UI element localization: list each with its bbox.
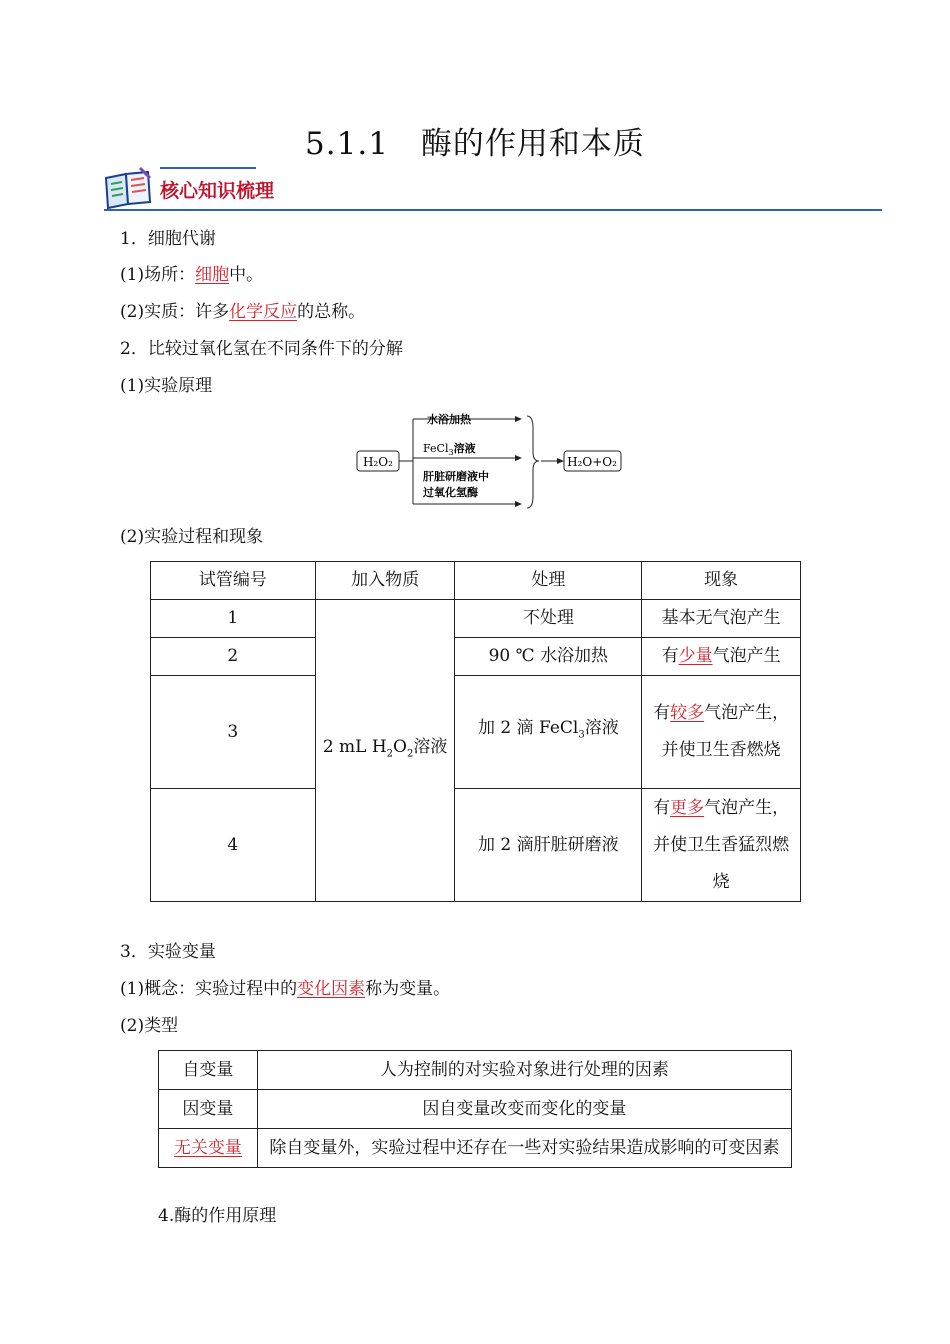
reaction-diagram (355, 408, 625, 512)
answer-small-amount: 少量 (678, 646, 713, 666)
table-row: 自变量 人为控制的对实验对象进行处理的因素 (159, 1051, 792, 1090)
table-row: 4 加 2 滴肝脏研磨液 有更多气泡产生，并使卫生香猛烈燃烧 (151, 789, 801, 902)
table-header-row (151, 562, 801, 600)
book-icon (100, 166, 156, 210)
answer-irrelevant-variable: 无关变量 (173, 1138, 242, 1158)
table-row: 2 90 ℃ 水浴加热 有少量气泡产生 (151, 638, 801, 676)
product-label: H₂O+O₂ (567, 455, 617, 469)
condition-water-bath: 水浴加热 (427, 413, 471, 426)
answer-cell: 细胞 (195, 265, 230, 285)
condition-liver-line2: 过氧化氢酶 (423, 486, 478, 499)
header-tube-id: 试管编号 (151, 562, 316, 600)
condition-liver-line1: 肝脏研磨液中 (423, 470, 489, 483)
variable-types-table (158, 1050, 792, 1168)
subheading-principle: (1)实验原理 (120, 376, 213, 396)
reactant-label: H₂O₂ (363, 455, 393, 469)
section-rule-top (160, 167, 256, 169)
subheading-process: (2)实验过程和现象 (120, 527, 264, 547)
page-title: 5.1.1 酶的作用和本质 (305, 126, 645, 162)
heading-cell-metabolism: 1．细胞代谢 (120, 229, 216, 249)
header-phenomenon: 现象 (642, 562, 801, 600)
heading-enzyme-principle: 4.酶的作用原理 (158, 1206, 277, 1226)
metabolism-location: (1)场所：细胞中。 (120, 265, 264, 285)
section-title: 核心知识梳理 (160, 180, 275, 202)
variable-concept: (1)概念：实验过程中的变化因素称为变量。 (120, 979, 451, 999)
answer-chemical-reaction: 化学反应 (229, 302, 298, 322)
heading-h2o2-comparison: 2．比较过氧化氢在不同条件下的分解 (120, 339, 403, 359)
metabolism-essence: (2)实质：许多化学反应的总称。 (120, 302, 366, 322)
header-treatment: 处理 (455, 562, 642, 600)
table-row: 3 加 2 滴 FeCl$_3$溶液 有较多气泡产生，并使卫生香燃烧 (151, 676, 801, 789)
subheading-types: (2)类型 (120, 1016, 179, 1036)
section-rule (104, 209, 882, 211)
shared-substance: 2 mL $H_2O_2$溶液 (315, 600, 455, 902)
table-row: 因变量 因自变量改变而变化的变量 (159, 1090, 792, 1129)
experiment-table (150, 561, 801, 902)
table-row: 无关变量 除自变量外，实验过程中还存在一些对实验结果造成影响的可变因素 (159, 1129, 792, 1168)
answer-more: 较多 (670, 703, 705, 723)
table-row: 1 2 mL $H_2O_2$溶液 不处理 基本无气泡产生 (151, 600, 801, 638)
header-substance: 加入物质 (315, 562, 455, 600)
heading-variables: 3．实验变量 (120, 942, 216, 962)
condition-fecl3: FeCl$_3$溶液 (423, 442, 476, 457)
answer-even-more: 更多 (670, 797, 705, 818)
answer-change-factor: 变化因素 (297, 979, 366, 999)
